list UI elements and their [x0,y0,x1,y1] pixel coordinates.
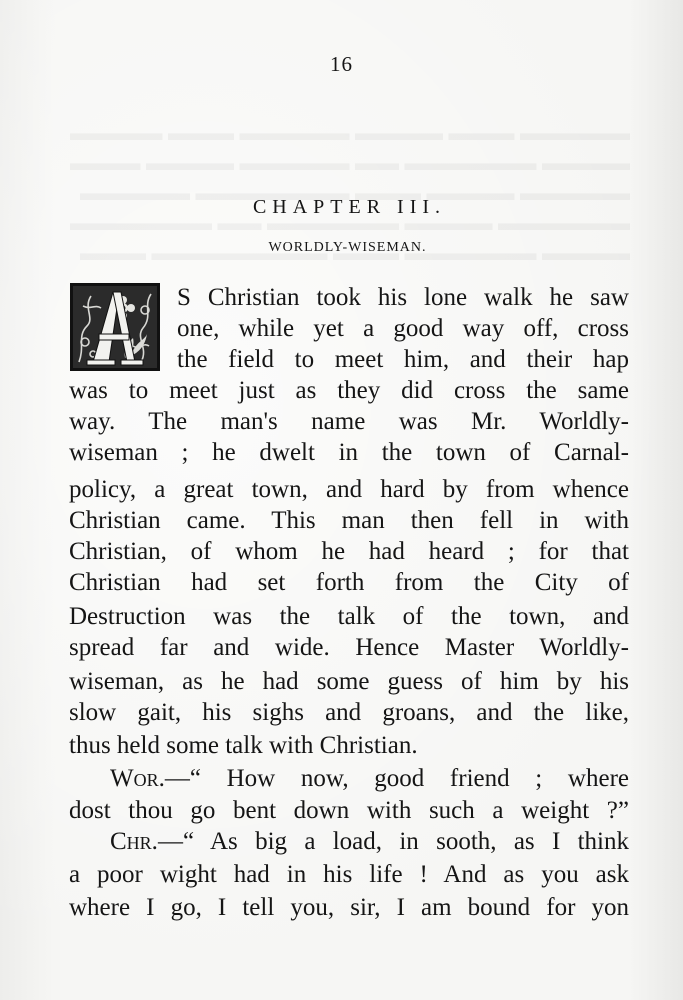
paragraph-1-line-6: wiseman ; he dwelt in the town of Carnal- [69,439,629,466]
paragraph-3-line-2: a poor wight had in his life ! And as you ask [69,861,629,888]
paragraph-1-line-9: Christian, of whom he had heard ; for that [69,538,629,565]
paragraph-2-line-2: dost thou go bent down with such a weight ?” [69,797,629,824]
paragraph-1-line-1: S Christian took his lone walk he saw [177,284,629,311]
paragraph-1-line-2: one, while yet a good way off, cross [177,315,629,342]
paragraph-1-line-12: spread far and wide. Hence Master Worldly- [69,634,629,661]
paragraph-1-line-3: the field to meet him, and their hap [177,346,629,373]
chapter-subtitle: WORLDLY-WISEMAN. [268,240,427,255]
page-number: 16 [330,52,353,76]
paragraph-1-line-14: slow gait, his sighs and groans, and the like, [69,699,629,726]
paragraph-3-line-1-text: —“ As big a load, in sooth, as I think [157,828,629,855]
paragraph-3-line-1 [110,827,629,857]
chapter-title: CHAPTER III. [252,196,447,218]
paragraph-1-line-7: policy, a great town, and hard by from whence [69,476,629,503]
paragraph-1-line-4: was to meet just as they did cross the same [69,377,629,404]
paragraph-1-line-5: way. The man's name was Mr. Worldly- [69,408,629,435]
paragraph-1-line-11: Destruction was the talk of the town, and [69,603,629,630]
paragraph-1-line-8: Christian came. This man then fell in with [69,507,629,534]
paragraph-1-line-13: wiseman, as he had some guess of him by his [69,668,629,695]
ornamental-drop-cap [70,283,160,371]
paragraph-3-line-3: where I go, I tell you, sir, I am bound for yon [69,894,629,921]
speaker-worldly-wiseman: Wor. [110,765,165,792]
paragraph-2-line-1 [110,764,629,794]
speaker-christian: Chr. [110,828,158,855]
paragraph-1-line-10: Christian had set forth from the City of [69,569,629,596]
paragraph-1-line-15: thus held some talk with Christian. [69,732,418,759]
paragraph-2-line-1-text: —“ How now, good friend ; where [164,765,629,792]
